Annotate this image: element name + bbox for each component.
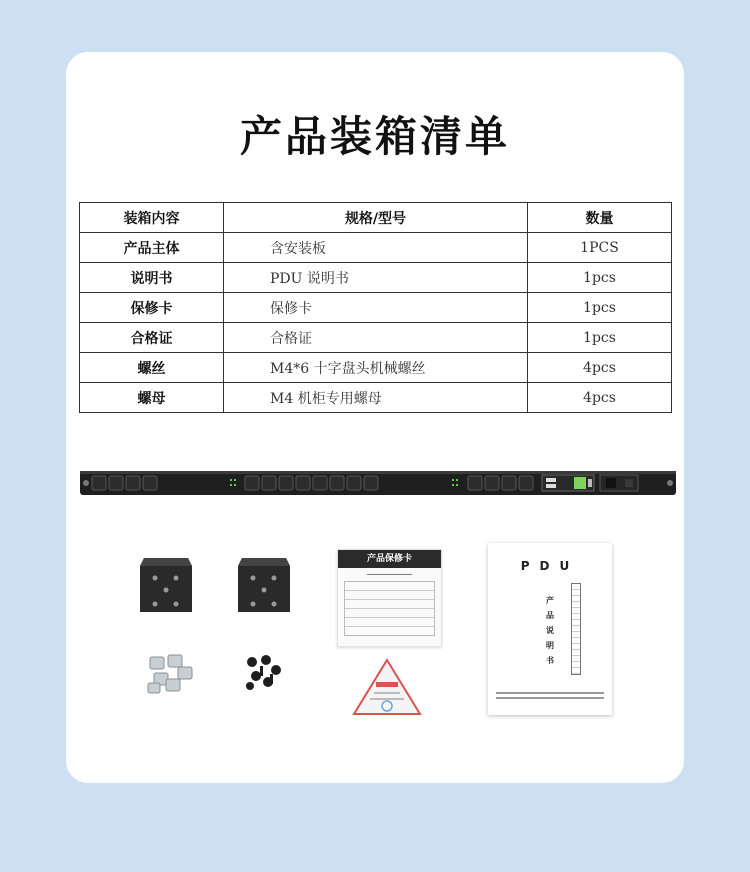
item-cell: 合格证 bbox=[80, 323, 224, 353]
manual-title: 产 品 说 明 书 bbox=[546, 596, 554, 665]
item-cell: 产品主体 bbox=[80, 233, 224, 263]
header-spec: 规格/型号 bbox=[224, 203, 528, 233]
spec-cell: 合格证 bbox=[224, 323, 528, 353]
item-cell: 保修卡 bbox=[80, 293, 224, 323]
item-cell: 说明书 bbox=[80, 263, 224, 293]
warranty-card-title: 产品保修卡 bbox=[338, 550, 441, 568]
warranty-card-image bbox=[337, 549, 442, 647]
manual-image bbox=[488, 543, 612, 715]
table-row bbox=[80, 323, 672, 353]
spec-cell: M4*6 十字盘头机械螺丝 bbox=[224, 353, 528, 383]
manual-brand: PDU bbox=[520, 559, 580, 573]
item-cell: 螺丝 bbox=[80, 353, 224, 383]
spec-cell: 保修卡 bbox=[224, 293, 528, 323]
screws-image bbox=[240, 652, 288, 694]
packing-list-table bbox=[79, 202, 672, 413]
item-cell: 螺母 bbox=[80, 383, 224, 413]
qty-cell: 4pcs bbox=[528, 383, 672, 413]
manual-side-strip bbox=[571, 583, 581, 675]
manual-footer-lines bbox=[496, 689, 604, 699]
table-header-row bbox=[80, 203, 672, 233]
spec-cell: M4 机柜专用螺母 bbox=[224, 383, 528, 413]
table-row bbox=[80, 233, 672, 263]
mounting-bracket-image bbox=[138, 556, 194, 614]
cage-nuts-image bbox=[144, 651, 198, 697]
header-contents: 装箱内容 bbox=[80, 203, 224, 233]
mounting-bracket-image bbox=[236, 556, 292, 614]
qty-cell: 4pcs bbox=[528, 353, 672, 383]
page-title: 产品装箱清单 bbox=[239, 112, 510, 161]
table-row bbox=[80, 353, 672, 383]
spec-cell: 含安装板 bbox=[224, 233, 528, 263]
header-quantity: 数量 bbox=[528, 203, 672, 233]
table-row bbox=[80, 293, 672, 323]
table-row bbox=[80, 383, 672, 413]
table-row bbox=[80, 263, 672, 293]
qty-cell: 1PCS bbox=[528, 233, 672, 263]
warranty-card-form bbox=[344, 581, 435, 636]
spec-cell: PDU 说明书 bbox=[224, 263, 528, 293]
certificate-label-image bbox=[352, 658, 422, 716]
warranty-card-lines: ━━━━━━━━━━━━━━━ bbox=[366, 572, 413, 578]
qty-cell: 1pcs bbox=[528, 263, 672, 293]
pdu-strip-image bbox=[80, 469, 676, 497]
qty-cell: 1pcs bbox=[528, 293, 672, 323]
qty-cell: 1pcs bbox=[528, 323, 672, 353]
